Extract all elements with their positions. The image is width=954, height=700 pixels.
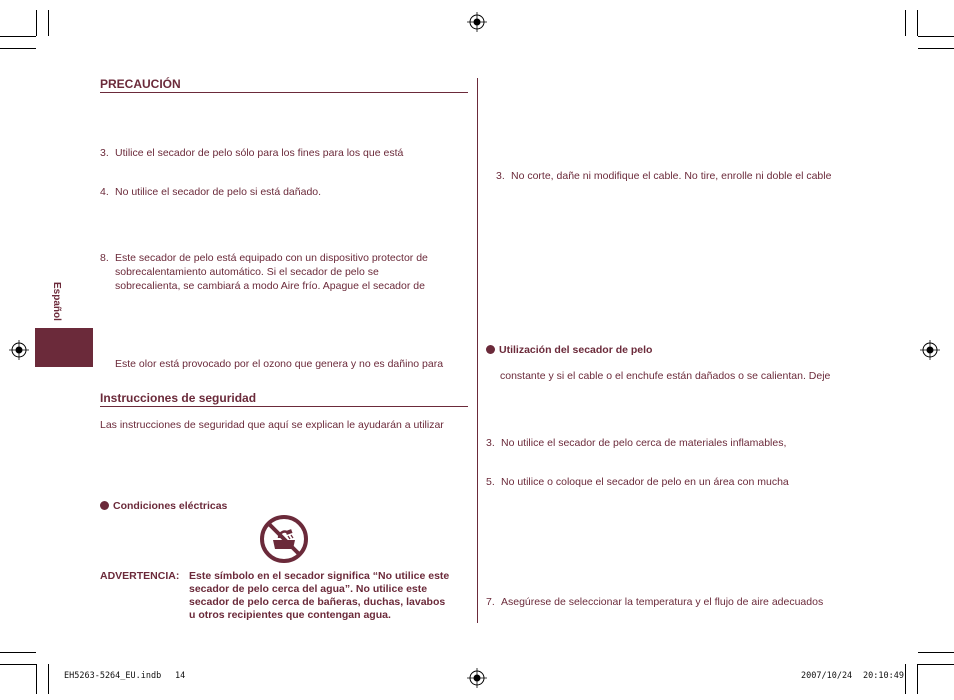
electrical-heading: Condiciones eléctricas bbox=[100, 500, 227, 512]
registration-mark-icon bbox=[920, 340, 940, 360]
list-item: 7. Asegúrese de seleccionar la temperatura y el flujo de aire adecuados bbox=[486, 596, 824, 608]
safety-heading: Instrucciones de seguridad bbox=[100, 391, 468, 407]
crop-mark bbox=[0, 36, 36, 37]
footer-date: 2007/10/24 bbox=[801, 671, 853, 681]
crop-mark bbox=[917, 10, 918, 36]
bullet-icon bbox=[100, 501, 109, 510]
list-item: 5. No utilice o coloque el secador de pelo en un área con mucha bbox=[486, 476, 789, 488]
bullet-icon bbox=[486, 345, 495, 354]
crop-mark bbox=[0, 48, 36, 49]
registration-mark-icon bbox=[9, 340, 29, 360]
list-item: 3. No corte, dañe ni modifique el cable. No tire, enrolle ni doble el cable bbox=[496, 170, 832, 182]
column-divider bbox=[477, 78, 478, 623]
crop-mark bbox=[905, 664, 906, 694]
crop-mark bbox=[0, 652, 36, 653]
caution-heading: PRECAUCIÓN bbox=[100, 77, 468, 93]
safety-intro: Las instrucciones de seguridad que aquí se explican le ayudarán a utilizar bbox=[100, 419, 444, 431]
list-item: 4. No utilice el secador de pelo si está dañado. bbox=[100, 186, 322, 198]
crop-mark bbox=[48, 664, 49, 694]
usage-heading: Utilización del secador de pelo bbox=[486, 344, 652, 356]
no-water-icon bbox=[259, 514, 309, 564]
crop-mark bbox=[905, 10, 906, 36]
warning-label: ADVERTENCIA: bbox=[100, 570, 180, 582]
crop-mark bbox=[917, 664, 918, 694]
crop-mark bbox=[918, 664, 954, 665]
usage-text: constante y si el cable o el enchufe están dañados o se calientan. Deje bbox=[500, 370, 831, 382]
crop-mark bbox=[0, 664, 36, 665]
list-item: 3. No utilice el secador de pelo cerca de materiales inflamables, bbox=[486, 437, 787, 449]
registration-mark-icon bbox=[467, 12, 487, 32]
footer-file: EH5263-5264_EU.indb bbox=[64, 671, 162, 681]
crop-mark bbox=[918, 36, 954, 37]
footer-page: 14 bbox=[175, 671, 186, 681]
language-tab bbox=[35, 328, 93, 367]
language-label: Español bbox=[51, 282, 62, 321]
ozone-note: Este olor está provocado por el ozono que genera y no es dañino para bbox=[115, 358, 444, 370]
warning-text: Este símbolo en el secador significa “No utilice este secador de pelo cerca del agua”. No utilice este secador de pelo cerca de bañeras, duchas, lavabos u otros recipientes que contengan agua. bbox=[189, 570, 450, 621]
crop-mark bbox=[918, 652, 954, 653]
crop-mark bbox=[36, 10, 37, 36]
footer-time: 20:10:49 bbox=[863, 671, 904, 681]
list-item: 3. Utilice el secador de pelo sólo para los fines para los que está bbox=[100, 147, 404, 159]
crop-mark bbox=[36, 664, 37, 694]
list-item: 8. Este secador de pelo está equipado con un dispositivo protector de sobrecalentamiento automático. Si el secador de pelo se sobrecalienta, se cambiará a modo Aire frío. Apague el secador de bbox=[100, 252, 428, 292]
crop-mark bbox=[48, 10, 49, 36]
registration-mark-icon bbox=[467, 668, 487, 688]
crop-mark bbox=[918, 48, 954, 49]
